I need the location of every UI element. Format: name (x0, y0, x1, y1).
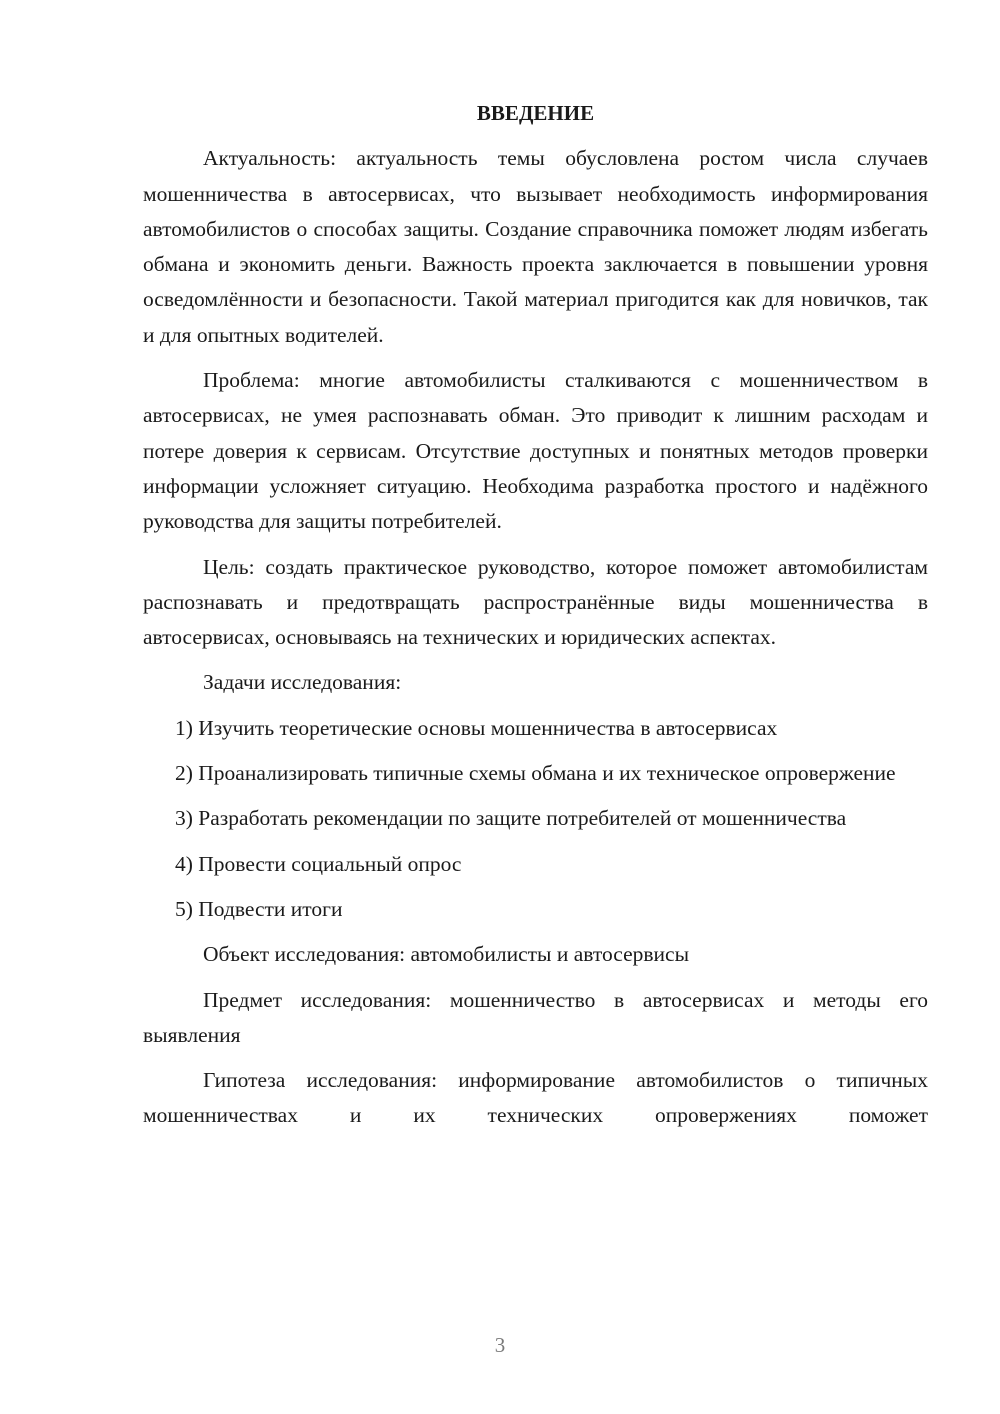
goal-paragraph: Цель: создать практическое руководство, которое поможет автомобилистам распознавать и предотвращать распространённые виды мошенничества в автосервисах, основываясь на технических и юридических аспектах. (143, 554, 928, 650)
relevance-paragraph: Актуальность: актуальность темы обусловлена ростом числа случаев мошенничества в автосервисах, что вызывает необходимость информирования автомобилистов о способах защиты. Создание справочника поможет людям избегать обмана и экономить деньги. Важность проекта заключается в повышении уровня осведомлённости и безопасности. Такой материал пригодится как для новичков, так и для опытных водителей. (143, 146, 928, 347)
tasks-heading: Задачи исследования: (203, 670, 402, 695)
hypothesis-paragraph: Гипотеза исследования: информирование автомобилистов о типичных мошенничествах и их технических опровержениях поможет (143, 1068, 928, 1128)
task-item-4: 4) Провести социальный опрос (175, 851, 462, 876)
task-item-3: 3) Разработать рекомендации по защите потребителей от мошенничества (175, 806, 847, 831)
task-item-5: 5) Подвести итоги (175, 896, 343, 921)
task-item-1: 1) Изучить теоретические основы мошенничества в автосервисах (175, 715, 778, 740)
section-heading: ВВЕДЕНИЕ (476, 101, 595, 125)
subject-paragraph: Предмет исследования: мошенничество в автосервисах и методы его выявления (143, 987, 928, 1047)
object-paragraph: Объект исследования: автомобилисты и автосервисы (203, 942, 690, 967)
document-page (143, 96, 928, 1134)
page-number: 3 (494, 1333, 506, 1357)
task-item-2: 2) Проанализировать типичные схемы обмана и их техническое опровержение (175, 761, 896, 786)
problem-paragraph: Проблема: многие автомобилисты сталкиваются с мошенничеством в автосервисах, не умея распознавать обман. Это приводит к лишним расходам и потере доверия к сервисам. Отсутствие доступных и понятных методов проверки информации усложняет ситуацию. Необходима разработка простого и надёжного руководства для защиты потребителей. (143, 368, 928, 534)
